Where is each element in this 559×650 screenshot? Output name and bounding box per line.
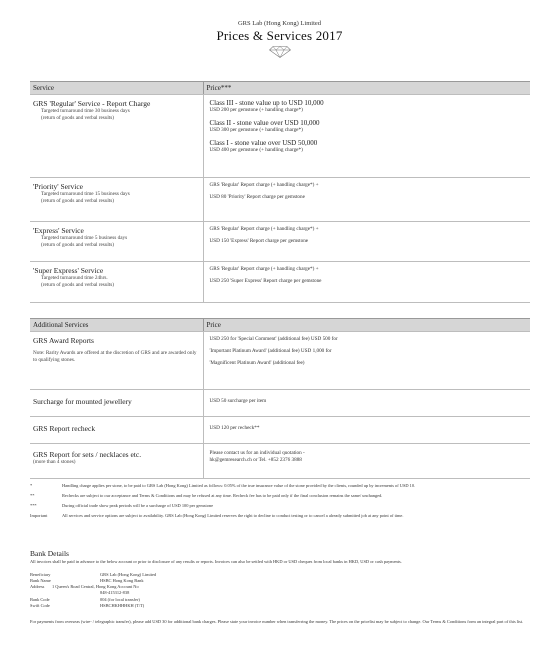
service-name: GRS Report recheck <box>33 424 96 433</box>
additional-table-header <box>30 319 530 332</box>
bank-details <box>30 572 156 609</box>
service-name: GRS Report for sets / necklaces etc. <box>33 450 142 459</box>
bank-row <box>30 603 156 609</box>
class-price: USD 300 per gemstone (+ handling charge*) <box>209 126 303 133</box>
service-turnaround: Targeted turnaround time 15 business days <box>41 191 130 197</box>
col-service: Service <box>30 82 203 95</box>
bank-label: Bank Name <box>30 578 51 584</box>
diamond-icon <box>269 46 291 58</box>
bank-label: Address <box>30 584 45 590</box>
class-title: Class I - stone value over USD 50,000 <box>209 138 318 147</box>
price-line: USD 250 'Super Express' Report charge per gemstone <box>209 277 322 284</box>
bank-label: Swift Code <box>30 602 50 608</box>
col-price: Price <box>203 319 530 332</box>
bank-intro: All invoices shall be paid in advance to the below account or prior to disclosure of any results or reports. Invoices can also be settled with HKD or USD cheques from local banks in HKD, USD or cash payments. <box>30 559 402 564</box>
bank-label: Beneficiary <box>30 572 51 577</box>
col-price: Price*** <box>203 82 530 95</box>
footnote <box>30 503 530 509</box>
table-row <box>30 222 530 262</box>
service-name: GRS 'Regular' Service - Report Charge <box>33 99 151 108</box>
price-line: 'Important Platinum Award' (additional fee) USD 1,000 for <box>209 347 332 354</box>
bank-value: 1 Queen's Road Central, Hong Kong Account No <box>52 584 139 590</box>
price-line: USD 50 surcharge per item <box>209 398 267 404</box>
price-line: 'Magnificent Platinum Award' (additional fee) <box>209 359 305 366</box>
footnote-mark: * <box>30 483 33 488</box>
footnote-mark: Important <box>30 512 48 518</box>
bank-details-title: Bank Details <box>30 549 69 558</box>
payment-footer: For payments from overseas (wire- / telegraphic transfer), please add USD 30 for additional bank charges. Please state your invoice number when transferring the money. The prices on the pricelist may be subject to change. Our Terms & Conditions form an integral part of this list. <box>30 619 524 624</box>
service-name: 'Priority' Service <box>33 182 83 191</box>
table-row <box>30 417 530 444</box>
price-line: GRS 'Regular' Report charge (+ handling charge*) + <box>209 226 319 232</box>
page-header <box>0 20 559 58</box>
company-name: GRS Lab (Hong Kong) Limited <box>237 20 322 27</box>
service-turnaround: Targeted turnaround time 30 business days <box>41 108 130 114</box>
bank-value: HSBC Hong Kong Bank <box>100 578 144 584</box>
table-row <box>30 332 530 390</box>
service-return: (return of goods and verbal results) <box>41 281 115 288</box>
service-name: Surcharge for mounted jewellery <box>33 397 132 406</box>
bank-value: HSBCHKHHHKH (T/T) <box>100 602 145 608</box>
services-table <box>30 81 530 303</box>
price-line: USD 150 'Express' Report charge per gemstone <box>209 237 309 244</box>
service-name: 'Express' Service <box>33 226 84 235</box>
table-row <box>30 95 530 178</box>
footnote-text: During official trade show peak periods will be a surcharge of USD 100 per gemstone <box>62 502 214 508</box>
price-line: USD 80 'Priority' Report charge per gemstone <box>209 193 305 200</box>
service-name: GRS Award Reports <box>33 336 94 345</box>
service-name: 'Super Express' Service <box>33 266 104 275</box>
table-row <box>30 390 530 417</box>
price-line: GRS 'Regular' Report charge (+ handling charge*) + <box>209 182 319 188</box>
price-line: GRS 'Regular' Report charge (+ handling charge*) + <box>209 266 319 272</box>
bank-account-number: 848-415312-838 <box>100 590 130 596</box>
price-line: Please contact us for an individual quotation - <box>209 450 305 456</box>
class-price: USD 400 per gemstone (+ handling charge*) <box>209 146 303 153</box>
footnote-mark: ** <box>30 492 35 498</box>
service-turnaround: Targeted turnaround time 5 business days <box>41 235 128 241</box>
class-price: USD 200 per gemstone (+ handling charge*) <box>209 107 303 113</box>
service-note: (more than 4 stones) <box>33 459 76 465</box>
price-line: USD 120 per recheck** <box>209 425 260 431</box>
additional-services-table <box>30 318 530 479</box>
bank-row <box>30 584 156 590</box>
bank-value: GRS Lab (Hong Kong) Limited <box>100 572 157 577</box>
col-additional-services: Additional Services <box>30 319 203 332</box>
service-return: (return of goods and verbal results) <box>41 241 115 248</box>
class-title: Class II - stone value over USD 10,000 <box>209 118 320 127</box>
footnote-text: Handling charge applies per stone, to be paid to GRS Lab (Hong Kong) Limited as follows: 0.05% of the true insurance value of the stone provided by the clients, rounded up by increments of USD 10. <box>62 483 416 488</box>
footnote <box>30 483 530 489</box>
service-return: (return of goods and verbal results) <box>41 114 115 121</box>
page-title: Prices & Services 2017 <box>216 28 343 43</box>
class-title: Class III - stone value up to USD 10,000 <box>209 99 324 107</box>
footnote <box>30 493 530 499</box>
services-table-header <box>30 82 530 95</box>
table-row <box>30 178 530 222</box>
footnote-text: All services and service options are subject to availability. GRS Lab (Hong Kong) Limited reserves the right to decline to conduct testing or to cancel a already submitted job at any point of time. <box>62 512 404 518</box>
table-row <box>30 444 530 479</box>
bank-value: 004 (for local transfer) <box>100 596 140 602</box>
table-row <box>30 262 530 303</box>
footnote-text: Rechecks are subject to our acceptance and Terms & Conditions and may be refused at any time. Recheck fee has to be paid only if the final conclusion remains the same/ unchanged. <box>62 492 383 498</box>
footnote <box>30 513 530 519</box>
contact-line: hk@gemresearch.ch or Tel. +852 2376 3888 <box>209 456 302 463</box>
price-line: USD 250 for 'Special Comment' (additional fee) USD 500 for <box>209 336 338 342</box>
service-turnaround: Targeted turnaround time 24hrs. <box>41 275 108 281</box>
footnotes <box>30 483 530 523</box>
bank-label: Bank Code <box>30 596 50 602</box>
award-note: Note: Rarity Awards are offered at the discretion of GRS and are awarded only to qualifying stones. <box>33 350 197 363</box>
footnote-mark: *** <box>30 502 37 508</box>
service-return: (return of goods and verbal results) <box>41 197 115 204</box>
